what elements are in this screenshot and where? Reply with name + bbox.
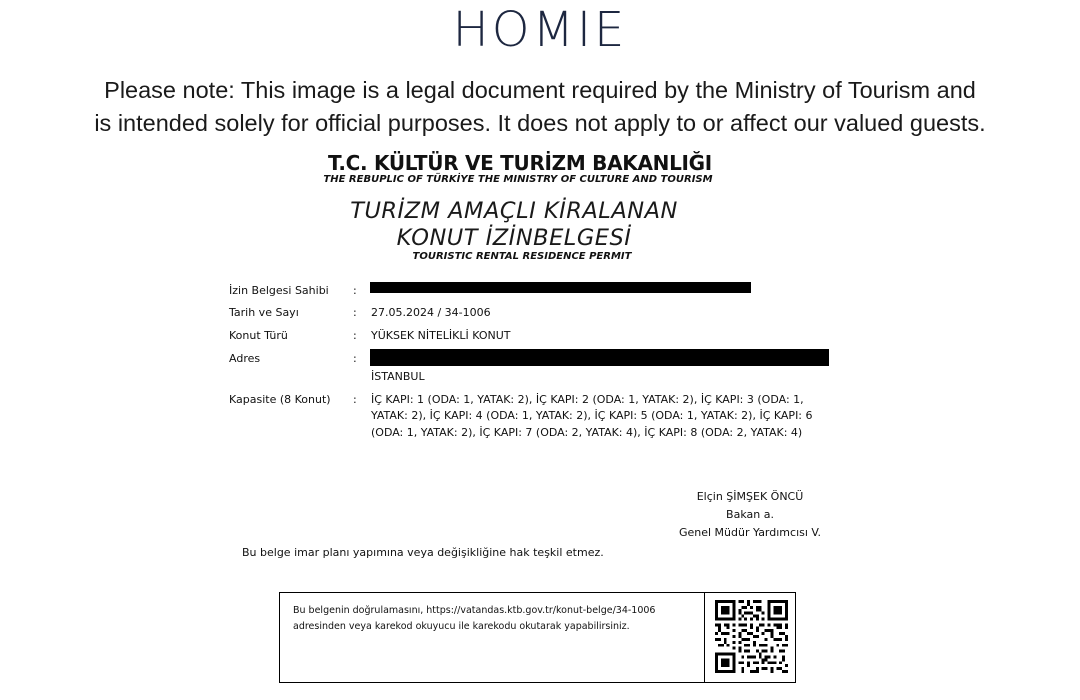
capacity-line-1: İÇ KAPI: 1 (ODA: 1, YATAK: 2), İÇ KAPI: 2 (ODA: 1, YATAK: 2), İÇ KAPI: 3 (ODA: 1, bbox=[371, 393, 804, 406]
capacity-label: Kapasite (8 Konut) bbox=[229, 393, 331, 406]
document-title-line-1: TURİZM AMAÇLI KİRALANAN bbox=[350, 198, 678, 224]
type-colon: : bbox=[353, 329, 357, 342]
signer-name: Elçin ŞİMŞEK ÖNCÜ bbox=[696, 490, 804, 503]
verification-line-1: Bu belgenin doğrulamasını, https://vatandas.ktb.gov.tr/konut-belge/34-1006 bbox=[293, 605, 656, 616]
holder-redaction bbox=[370, 282, 751, 293]
brand-logo: HOMIE bbox=[452, 2, 628, 58]
document-title bbox=[0, 198, 1028, 252]
verification-box bbox=[279, 592, 796, 683]
ministry-title: T.C. KÜLTÜR VE TURİZM BAKANLIĞI bbox=[328, 151, 712, 175]
document-title-english: TOURISTIC RENTAL RESIDENCE PERMIT bbox=[412, 251, 632, 262]
address-city: İSTANBUL bbox=[371, 370, 425, 383]
document-title-line-2: KONUT İZİNBELGESİ bbox=[396, 225, 632, 251]
verification-divider bbox=[704, 593, 705, 682]
notice-line-2: is intended solely for official purposes. It does not apply to or affect our valued guests. bbox=[94, 110, 986, 136]
date-label: Tarih ve Sayı bbox=[229, 306, 299, 319]
address-redaction bbox=[370, 349, 829, 366]
notice-text bbox=[0, 74, 1080, 140]
type-value: YÜKSEK NİTELİKLİ KONUT bbox=[371, 329, 511, 342]
signer-on-behalf: Bakan a. bbox=[726, 508, 774, 521]
date-colon: : bbox=[353, 306, 357, 319]
notice-line-1: Please note: This image is a legal document required by the Ministry of Tourism and bbox=[104, 77, 976, 103]
disclaimer-text: Bu belge imar planı yapımına veya değişikliğine hak teşkil etmez. bbox=[242, 546, 604, 559]
ministry-title-english: THE REBUPLIC OF TÜRKİYE THE MINISTRY OF CULTURE AND TOURISM bbox=[323, 174, 713, 185]
capacity-line-3: (ODA: 1, YATAK: 2), İÇ KAPI: 7 (ODA: 2, YATAK: 4), İÇ KAPI: 8 (ODA: 2, YATAK: 4) bbox=[371, 426, 803, 439]
verification-line-2: adresinden veya karekod okuyucu ile karekodu okutarak yapabilirsiniz. bbox=[293, 621, 630, 632]
signer-title: Genel Müdür Yardımcısı V. bbox=[678, 526, 822, 539]
holder-label: İzin Belgesi Sahibi bbox=[229, 284, 329, 297]
address-label: Adres bbox=[229, 352, 261, 365]
signature-block bbox=[660, 488, 840, 542]
date-value: 27.05.2024 / 34-1006 bbox=[371, 306, 491, 319]
holder-colon: : bbox=[353, 284, 357, 297]
capacity-line-2: YATAK: 2), İÇ KAPI: 4 (ODA: 1, YATAK: 2), İÇ KAPI: 5 (ODA: 1, YATAK: 2), İÇ KAPI: 6 bbox=[371, 409, 813, 422]
capacity-colon: : bbox=[353, 393, 357, 406]
qr-code-icon[interactable] bbox=[715, 600, 788, 673]
verification-text bbox=[293, 603, 655, 635]
address-colon: : bbox=[353, 352, 357, 365]
type-label: Konut Türü bbox=[229, 329, 288, 342]
